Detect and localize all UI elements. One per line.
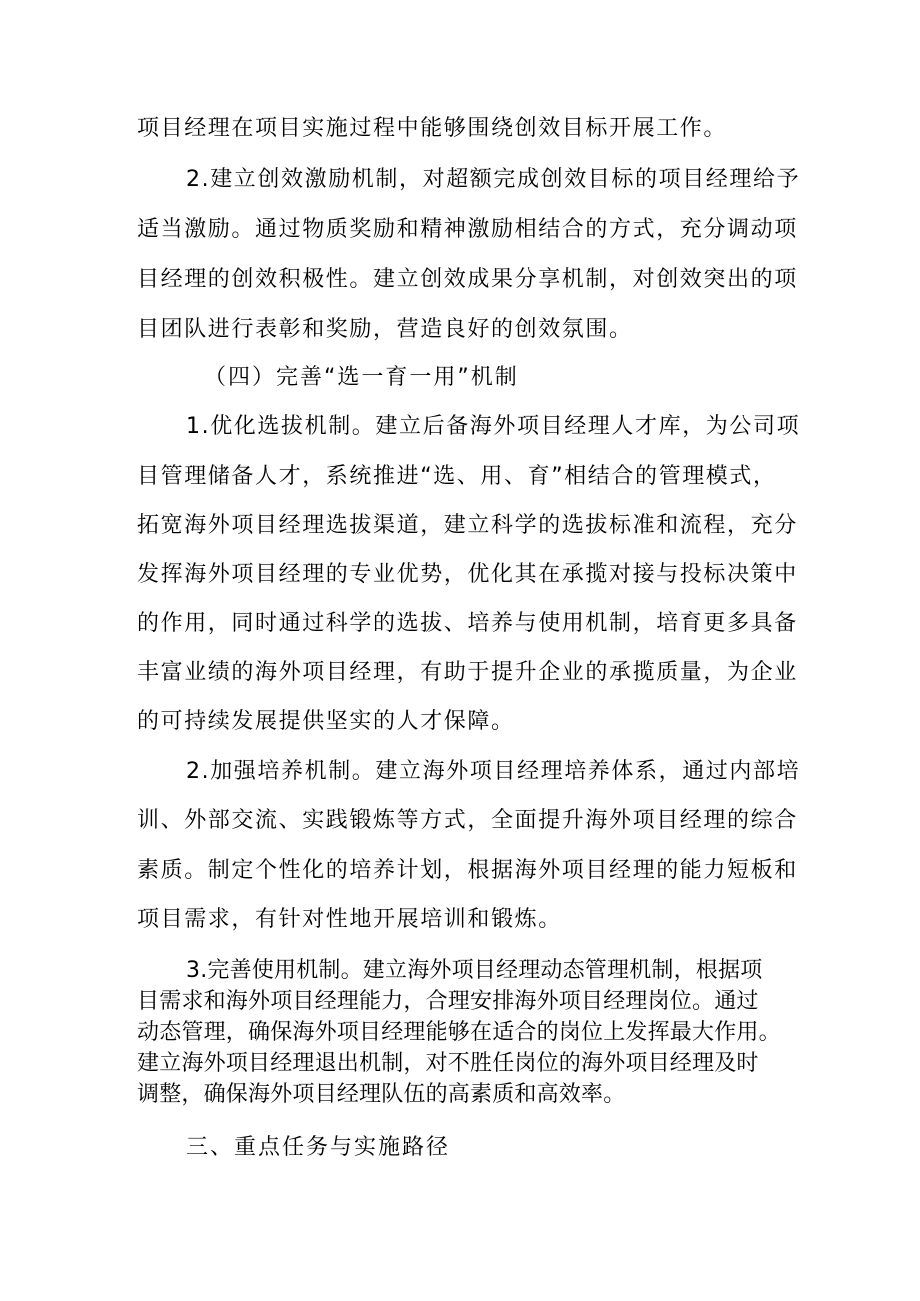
paragraph-line: 发挥海外项目经理的专业优势，优化其在承揽对接与投标决策中 [137, 562, 798, 587]
section-heading: （四）完善“选一育一用”机制 [204, 365, 519, 390]
paragraph-line: 动态管理，确保海外项目经理能够在适合的岗位上发挥最大作用。 [137, 1020, 781, 1045]
section-heading: 三、重点任务与实施路径 [186, 1135, 451, 1160]
paragraph-line: 目经理的创效积极性。建立创效成果分享机制，对创效突出的项 [137, 267, 798, 292]
paragraph-line: 调整，确保海外项目经理队伍的高素质和高效率。 [137, 1082, 626, 1107]
paragraph-line: 1.优化选拔机制。建立后备海外项目经理人才库，为公司项 [186, 414, 801, 439]
paragraph-line: 素质。制定个性化的培养计划，根据海外项目经理的能力短板和 [137, 858, 798, 883]
paragraph-line: 的可持续发展提供坚实的人才保障。 [137, 709, 515, 734]
paragraph-line: 丰富业绩的海外项目经理，有助于提升企业的承揽质量，为企业 [137, 660, 798, 685]
paragraph-line: 目管理储备人才，系统推进“选、用、育”相结合的管理模式， [137, 464, 777, 489]
paragraph-line: 目需求和海外项目经理能力，合理安排海外项目经理岗位。通过 [137, 989, 759, 1014]
paragraph-line: 的作用，同时通过科学的选拔、培养与使用机制，培育更多具备 [137, 611, 798, 636]
paragraph-line: 适当激励。通过物质奖励和精神激励相结合的方式，充分调动项 [137, 217, 798, 242]
paragraph-line: 2.建立创效激励机制，对超额完成创效目标的项目经理给予 [186, 167, 801, 192]
paragraph-line: 训、外部交流、实践锻炼等方式，全面提升海外项目经理的综合 [137, 808, 798, 833]
paragraph-line: 2.加强培养机制。建立海外项目经理培养体系，通过内部培 [186, 759, 801, 784]
paragraph-line: 建立海外项目经理退出机制，对不胜任岗位的海外项目经理及时 [137, 1051, 759, 1076]
paragraph-line: 3.完善使用机制。建立海外项目经理动态管理机制，根据项 [186, 958, 763, 983]
paragraph-line: 拓宽海外项目经理选拔渠道，建立科学的选拔标准和流程，充分 [137, 513, 798, 538]
paragraph-line: 项目经理在项目实施过程中能够围绕创效目标开展工作。 [137, 116, 728, 141]
paragraph-line: 项目需求，有针对性地开展培训和锻炼。 [137, 907, 562, 932]
paragraph-line: 目团队进行表彰和奖励，营造良好的创效氛围。 [137, 317, 633, 342]
